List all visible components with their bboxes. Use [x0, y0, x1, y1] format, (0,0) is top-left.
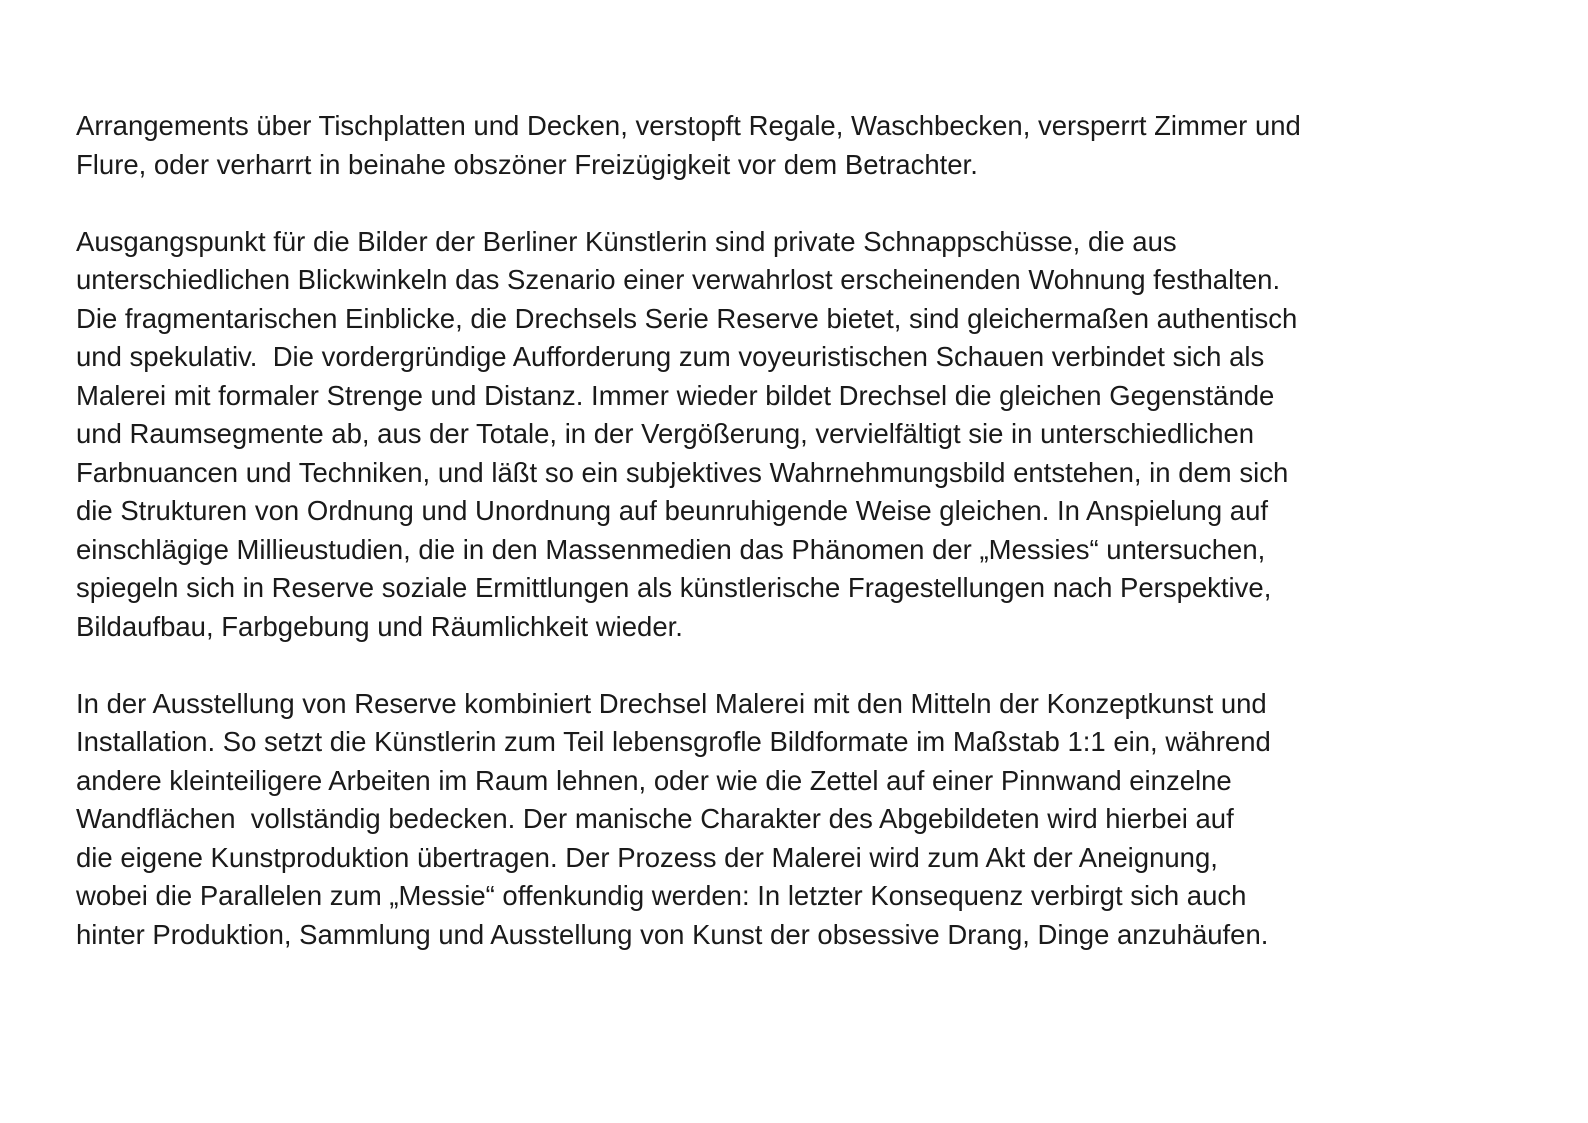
text-line: In der Ausstellung von Reserve kombiniert Drechsel Malerei mit den Mitteln der Konzeptkunst und — [76, 687, 1267, 719]
document-body — [76, 107, 1556, 993]
paragraph-2 — [76, 223, 1556, 647]
text-line: die Strukturen von Ordnung und Unordnung auf beunruhigende Weise gleichen. In Anspielung auf — [76, 495, 1269, 526]
text-line: Arrangements über Tischplatten und Decken, verstopft Regale, Waschbecken, versperrt Zimmer und — [76, 110, 1301, 141]
text-line: Malerei mit formaler Strenge und Distanz. Immer wieder bildet Drechsel die gleichen Gegenstände — [76, 379, 1275, 411]
text-line: Farbnuancen und Techniken, und läßt so ein subjektives Wahrnehmungsbild entstehen, in dem sich — [76, 456, 1289, 488]
text-line: andere kleinteiligere Arbeiten im Raum lehnen, oder wie die Zettel auf einer Pinnwand einzelne — [76, 764, 1232, 796]
text-line: die eigene Kunstproduktion übertragen. Der Prozess der Malerei wird zum Akt der Aneignung, — [76, 841, 1218, 873]
text-line: Die fragmentarischen Einblicke, die Drechsels Serie Reserve bietet, sind gleichermaßen authentisch — [76, 302, 1298, 334]
text-line: Flure, oder verharrt in beinahe obszöner Freizügigkeit vor dem Betrachter. — [76, 148, 978, 180]
text-line: Bildaufbau, Farbgebung und Räumlichkeit wieder. — [76, 610, 683, 642]
text-line: Ausgangspunkt für die Bilder der Berliner Künstlerin sind private Schnappschüsse, die aus — [76, 225, 1177, 257]
text-line: wobei die Parallelen zum „Messie“ offenkundig werden: In letzter Konsequenz verbirgt sich auch — [76, 880, 1247, 911]
text-line: unterschiedlichen Blickwinkeln das Szenario einer verwahrlost erscheinenden Wohnung festhalten. — [76, 264, 1281, 295]
text-line: spiegeln sich in Reserve soziale Ermittlungen als künstlerische Fragestellungen nach Perspektive, — [76, 572, 1272, 603]
text-line: und Raumsegmente ab, aus der Totale, in der Vergößerung, vervielfältigt sie in unterschiedlichen — [76, 418, 1255, 449]
text-line: und spekulativ. Die vordergründige Aufforderung zum voyeuristischen Schauen verbindet sich als — [76, 341, 1265, 372]
text-line: hinter Produktion, Sammlung und Ausstellung von Kunst der obsessive Drang, Dinge anzuhäufen. — [76, 918, 1269, 950]
text-line: Installation. So setzt die Künstlerin zum Teil lebensgrofle Bildformate im Maßstab 1:1 ein, während — [76, 726, 1271, 757]
paragraph-3 — [76, 685, 1556, 955]
text-line: einschlägige Millieustudien, die in den Massenmedien das Phänomen der „Messies“ untersuchen, — [76, 533, 1266, 565]
paragraph-1 — [76, 107, 1556, 184]
text-line: Wandflächen vollständig bedecken. Der manische Charakter des Abgebildeten wird hierbei auf — [76, 803, 1234, 834]
